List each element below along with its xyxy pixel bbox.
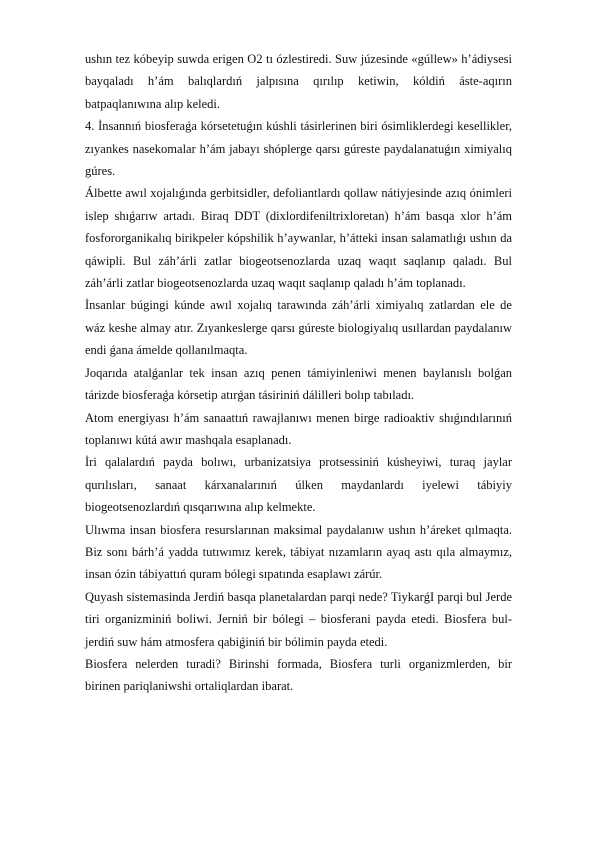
paragraph-resources: Ulıwma insan biosfera resurslarınan maksimal paydalanıw ushın h’áreket qılmaqta. Biz sonı bárh’á yadda tutıwımız kerek, tábiyat nızamların ayaq astı qıla almaymız, insan ózin tábiyattıń quram bólegi sıpatında esaplawı zárúr. [85, 522, 512, 582]
paragraph-radioactive-waste: Atom energiyası h’ám sanaattıń rawajlanıwı menen birge radioaktiv shıǵındılarınıń toplanıwı kútá awır mashqala esaplanadı. [85, 410, 512, 447]
paragraph-biological-methods: İnsanlar búgingi kúnde awıl xojalıq tarawında záh’árli ximiyalıq zatlardan ele de wáz keshe almay atır. Zıyankeslerge qarsı gúreste biologiyalıq usıllardan paydalanıw endi ǵana ámelde qollanılmaqta. [85, 298, 512, 358]
paragraph-biosphere-composition: Biosfera nelerden turadi? Birinshi formada, Biosfera turli organizmlerden, bir birinen pariqlaniwshi ortaliqlardan ibarat. [85, 656, 512, 694]
paragraph-earth-life: Quyash sistemasinda Jerdiń basqa planetalardan parqi nede? TiykarǵI parqi bul Jerde tiri organizminiń boliwi. Jerniń bir bólegi – biosferani payda etedi. Biosfera bul- jerdiń suw hám atmosfera qabiǵiniń bir bólimin payda etedi. [85, 589, 512, 649]
document-page [85, 48, 512, 698]
paragraph-food-impact: Joqarıda atalǵanlar tek insan azıq penen támiyinleniwi menen baylanıslı bolǵan tárizde biosferaǵa kórsetip atırǵan tásiriniń dálilleri bolıp tabıladı. [85, 365, 512, 403]
paragraph-eutrophication: ushın tez kóbeyip suwda erigen O2 tı ózlestiredi. Suw júzesinde «gúllew» h’ádiysesi bayqaladı h’ám balıqlardıń jalpısına qırılıp ketiwin, kóldiń áste-aqırın batpaqlanıwına alıp keledi. [85, 52, 512, 111]
paragraph-urbanization: İri qalalardıń payda bolıwı, urbanizatsiya protsessiniń kúsheyiwi, turaq jaylar qurılısları, sanaat kárxanalarınıń úlken maydanlardı iyelewi tábiyiy biogeotsenozlardıń qısqarıwına alıp kelmekte. [85, 455, 512, 515]
paragraph-chemical-control: 4. İnsannıń biosferaǵa kórsetetuǵın kúshli tásirlerinen biri ósimliklerdegi kesellikler, zıyankes nasekomalar h’ám jabayı shóplerge qarsı gúreste paydalanatuǵın ximiyalıq gúres. [85, 119, 512, 179]
paragraph-pesticides: Álbette awıl xojalıǵında gerbitsidler, defoliantlardı qollaw nátiyjesinde azıq ónimleri islep shıǵarıw artadı. Biraq DDT (dixlordifeniltrixloretan) h’ám basqa xlor h’ám fosfororganikalıq birikpeler kópshilik h’aywanlar, h’átteki insan salamatlıǵı ushın da qáwipli. Bul záh’árli zatlar biogeotsenozlarda uzaq waqıt saqlanıp qaladı. Bul záh’árli zatlar biogeotsenozlarda uzaq waqıt saqlanıp qaladı h’ám toplanadı. [85, 186, 512, 291]
